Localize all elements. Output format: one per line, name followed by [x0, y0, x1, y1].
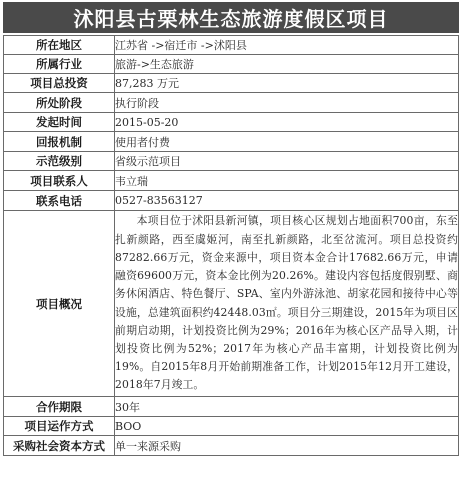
field-label: 所处阶段 [4, 93, 115, 113]
table-row-location [4, 36, 459, 55]
field-label: 项目概况 [4, 211, 115, 397]
table-row-term [4, 397, 459, 417]
table-row-industry [4, 55, 459, 74]
table-row-contact-person [4, 171, 459, 191]
table-row-total-investment [4, 74, 459, 93]
field-label: 示范级别 [4, 152, 115, 171]
field-value-procurement-method: 单一来源采购 [115, 436, 459, 456]
field-value-total-investment: 87,283 万元 [115, 74, 459, 93]
field-label: 所属行业 [4, 55, 115, 74]
field-label: 项目运作方式 [4, 417, 115, 436]
table-row-return-mechanism [4, 132, 459, 152]
table-row-demo-level [4, 152, 459, 171]
field-value-location: 江苏省 ->宿迁市 ->沭阳县 [115, 36, 459, 55]
table-row-procurement-method [4, 436, 459, 456]
field-label: 项目联系人 [4, 171, 115, 191]
table-row-operation-mode [4, 417, 459, 436]
table-row-overview [4, 211, 459, 397]
field-label: 所在地区 [4, 36, 115, 55]
field-value-term: 30年 [115, 397, 459, 417]
field-label: 发起时间 [4, 113, 115, 132]
field-value-phone: 0527-83563127 [115, 191, 459, 211]
field-value-overview: 本项目位于沭阳县新河镇，项目核心区规划占地面积700亩，东至扎新颜路，西至虞姬河，南至扎新颜路，北至岔流河。项目总投资约87282.66万元，资金来源中，项目资本金合计17682.66万元，申请融资69600万元，资本金比例为20.26%。建设内容包括度假别墅、商务休闲酒店、特色餐厅、SPA、室内外游泳池、胡家花园和接待中心等设施，总建筑面积约42448.03㎡。项目分三期建设，2015年为项目区前期启动期，计划投资比例为29%；2016年为核心区产品导入期，计划投资比例为52%；2017年为核心产品丰富期，计划投资比例为19%。自2015年8月开始前期准备工作，计划2015年12月开工建设，2018年7月竣工。 [115, 211, 459, 397]
project-info-table [3, 35, 459, 456]
field-value-operation-mode: BOO [115, 417, 459, 436]
table-row-stage [4, 93, 459, 113]
field-label: 采购社会资本方式 [4, 436, 115, 456]
field-label: 联系电话 [4, 191, 115, 211]
field-label: 合作期限 [4, 397, 115, 417]
field-label: 回报机制 [4, 132, 115, 152]
field-value-industry: 旅游->生态旅游 [115, 55, 459, 74]
field-value-return-mechanism: 使用者付费 [115, 132, 459, 152]
field-value-stage: 执行阶段 [115, 93, 459, 113]
page-title: 沭阳县古栗林生态旅游度假区项目 [73, 7, 389, 31]
table-row-phone [4, 191, 459, 211]
field-label: 项目总投资 [4, 74, 115, 93]
table-row-launch-date [4, 113, 459, 132]
field-value-contact-person: 韦立瑞 [115, 171, 459, 191]
field-value-launch-date: 2015-05-20 [115, 113, 459, 132]
field-value-demo-level: 省级示范项目 [115, 152, 459, 171]
title-banner [3, 2, 459, 33]
